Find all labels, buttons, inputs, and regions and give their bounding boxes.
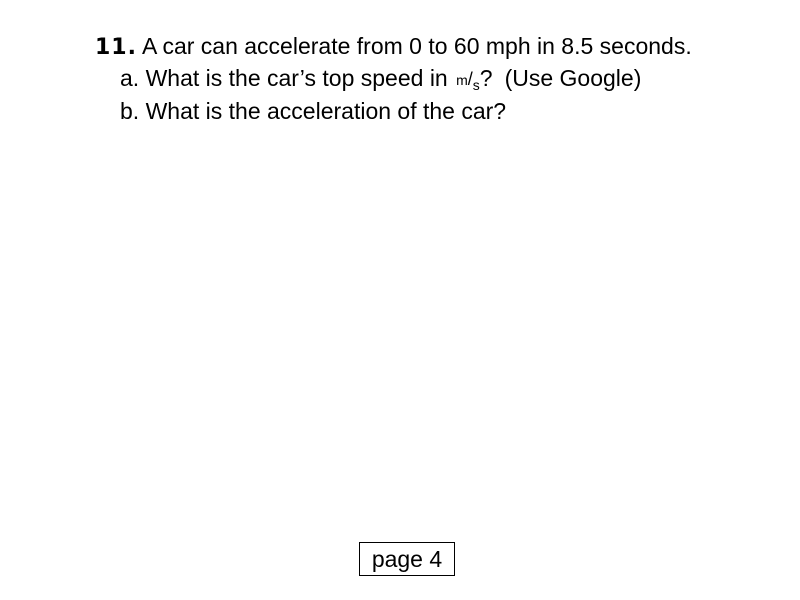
question-block: [95, 31, 692, 126]
unit-meters-per-second: [456, 69, 480, 93]
question-number: 11.: [95, 35, 137, 60]
page-number-label: page 4: [371, 546, 443, 572]
question-line: [95, 31, 692, 63]
unit-slash: /: [467, 69, 473, 89]
unit-denominator: s: [472, 77, 480, 93]
part-a-question-mark: ?: [479, 65, 493, 91]
page-number-box: [359, 542, 455, 576]
question-stem: A car can accelerate from 0 to 60 mph in 8.5 seconds.: [141, 33, 692, 59]
question-part-a: [120, 63, 692, 96]
part-a-hint: (Use Google): [504, 65, 642, 91]
unit-numerator: m: [456, 72, 468, 88]
part-a-text: a. What is the car’s top speed in: [120, 65, 448, 91]
question-part-b: b. What is the acceleration of the car?: [120, 98, 507, 124]
